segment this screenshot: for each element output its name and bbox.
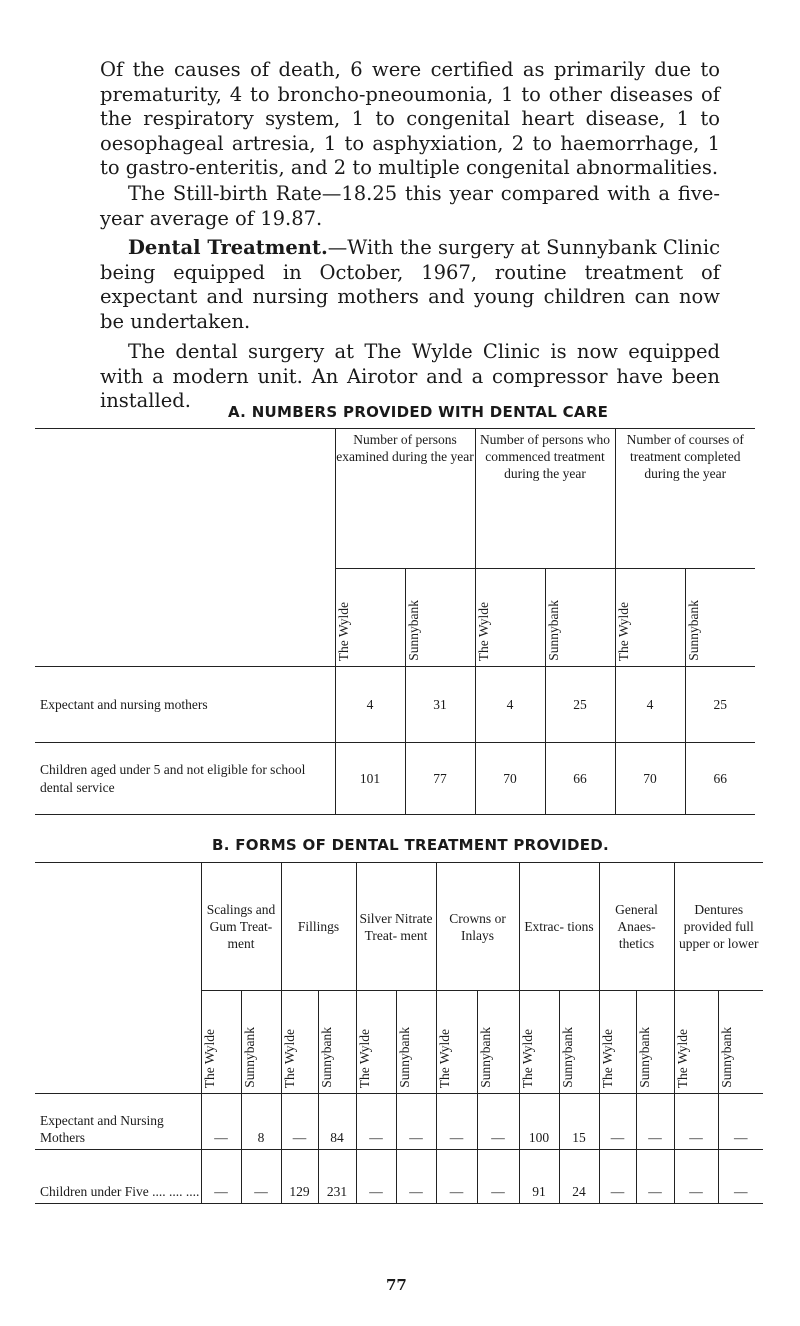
table-b-header-crowns: Crowns or Inlays [436,863,519,991]
table-b-header-silver-nitrate: Silver Nitrate Treat- ment [356,863,436,991]
table-b-sub-sunnybank: Sunnybank [241,991,281,1094]
table-b-sub-wylde: The Wylde [519,991,559,1094]
cell-value: — [674,1094,718,1150]
cell-value: 25 [545,667,615,743]
cell-value: 15 [559,1094,599,1150]
table-b-treatment-forms [35,862,763,1204]
table-a-dental-care-numbers [35,428,755,815]
table-b-header-extractions: Extrac- tions [519,863,599,991]
cell-value: 66 [685,743,755,815]
cell-value: — [718,1094,763,1150]
row-label: Children aged under 5 and not eligible for school dental service [35,743,335,815]
table-a-corner [35,429,335,667]
table-b-sub-sunnybank: Sunnybank [477,991,519,1094]
table-row [35,1094,763,1150]
table-a-sub-sunnybank: Sunnybank [405,569,475,667]
cell-value: 4 [615,667,685,743]
cell-value: — [436,1094,477,1150]
table-row [35,743,755,815]
cell-value: 4 [475,667,545,743]
cell-value: — [599,1150,636,1204]
cell-value: — [636,1150,674,1204]
cell-value: 100 [519,1094,559,1150]
paragraph-still-birth-rate: The Still-birth Rate—18.25 this year compared with a five-year average of 19.87. [100,182,720,230]
cell-value: — [718,1150,763,1204]
table-b-header-scalings: Scalings and Gum Treat- ment [201,863,281,991]
row-label: Expectant and Nursing Mothers [35,1094,201,1150]
cell-value: — [356,1094,396,1150]
cell-value: — [674,1150,718,1204]
cell-value: — [396,1094,436,1150]
cell-value: — [599,1094,636,1150]
page-number: 77 [386,1276,407,1294]
cell-value: — [477,1094,519,1150]
paragraph-causes-of-death: Of the causes of death, 6 were certified as primarily due to prematurity, 4 to broncho-pneoumonia, 1 to other diseases of the respiratory system, 1 to congenital heart disease, 1 to oesophageal artresia, 1 to asphyxiation, 2 to haemorrhage, 1 to gastro-enteritis, and 2 to multiple congenital abnormalities. [100,58,720,180]
table-b-sub-sunnybank: Sunnybank [718,991,763,1094]
cell-value: 25 [685,667,755,743]
cell-value: 24 [559,1150,599,1204]
table-b-sub-wylde: The Wylde [201,991,241,1094]
dental-treatment-heading: Dental Treatment. [128,236,328,259]
cell-value: 66 [545,743,615,815]
cell-value: 8 [241,1094,281,1150]
cell-value: 231 [318,1150,356,1204]
cell-value: 101 [335,743,405,815]
cell-value: 77 [405,743,475,815]
table-b-caption: B. FORMS OF DENTAL TREATMENT PROVIDED. [212,836,609,854]
table-b-sub-sunnybank: Sunnybank [318,991,356,1094]
cell-value: — [636,1094,674,1150]
table-b-header-anaesthetics: General Anaes- thetics [599,863,674,991]
table-b-sub-wylde: The Wylde [436,991,477,1094]
row-label: Children under Five .... .... .... [35,1150,201,1204]
table-a-sub-wylde: The Wylde [475,569,545,667]
table-b-sub-sunnybank: Sunnybank [636,991,674,1094]
cell-value: 84 [318,1094,356,1150]
table-a-header-examined: Number of persons examined during the year [335,429,475,569]
cell-value: — [241,1150,281,1204]
table-b-sub-sunnybank: Sunnybank [559,991,599,1094]
table-row [35,667,755,743]
cell-value: — [436,1150,477,1204]
cell-value: — [281,1094,318,1150]
table-a-caption: A. NUMBERS PROVIDED WITH DENTAL CARE [228,403,609,421]
table-a-sub-sunnybank: Sunnybank [545,569,615,667]
dental-treatment-body: —With the surgery at Sunnybank Clinic being equipped in October, 1967, routine treatment of expectant and nursing mothers and young children can now be undertaken. [100,236,720,333]
table-a-header-commenced: Number of persons who commenced treatment during the year [475,429,615,569]
table-a-sub-sunnybank: Sunnybank [685,569,755,667]
table-b-sub-wylde: The Wylde [674,991,718,1094]
table-a-header-completed: Number of courses of treatment completed during the year [615,429,755,569]
cell-value: 129 [281,1150,318,1204]
cell-value: — [356,1150,396,1204]
cell-value: 70 [475,743,545,815]
table-a-sub-wylde: The Wylde [615,569,685,667]
row-label: Expectant and nursing mothers [35,667,335,743]
paragraph-dental-treatment [100,236,720,334]
cell-value: — [201,1094,241,1150]
paragraph-wylde-surgery: The dental surgery at The Wylde Clinic is now equipped with a modern unit. An Airotor and a compressor have been installed. [100,340,720,413]
cell-value: 91 [519,1150,559,1204]
cell-value: 70 [615,743,685,815]
table-b-header-fillings: Fillings [281,863,356,991]
cell-value: 31 [405,667,475,743]
cell-value: — [396,1150,436,1204]
table-b-sub-wylde: The Wylde [356,991,396,1094]
cell-value: 4 [335,667,405,743]
cell-value: — [201,1150,241,1204]
cell-value: — [477,1150,519,1204]
table-a-sub-wylde: The Wylde [335,569,405,667]
table-b-corner [35,863,201,1094]
table-b-header-dentures: Dentures provided full upper or lower [674,863,763,991]
table-b-sub-sunnybank: Sunnybank [396,991,436,1094]
table-b-sub-wylde: The Wylde [599,991,636,1094]
table-b-sub-wylde: The Wylde [281,991,318,1094]
table-row [35,1150,763,1204]
